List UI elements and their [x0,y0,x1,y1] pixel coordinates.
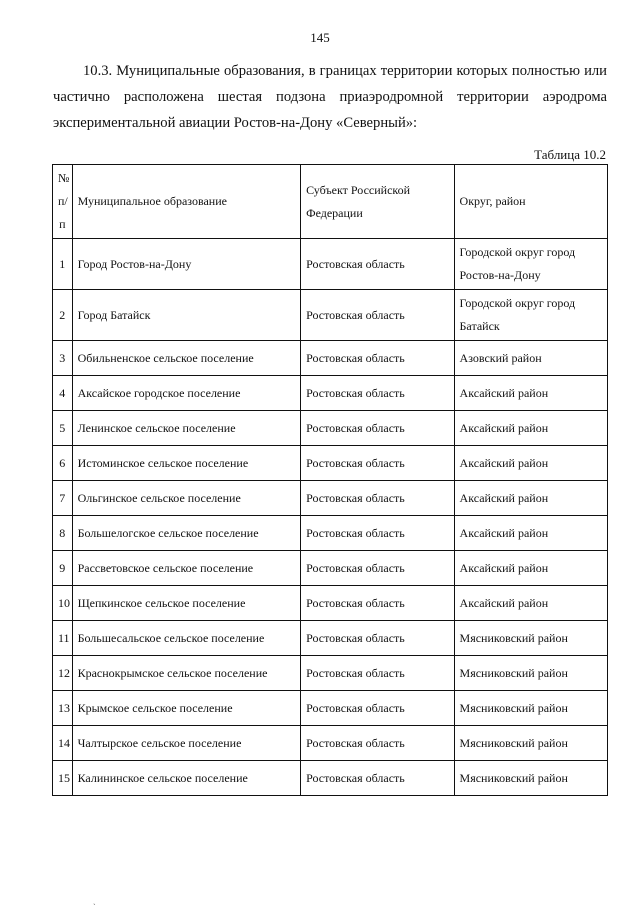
row-number: 10 [53,586,73,621]
row-number: 3 [53,341,73,376]
row-municipality: Калининское сельское поселение [72,761,301,796]
row-district-line: Аксайский район [459,420,549,435]
table-row [53,376,608,411]
row-subject: Ростовская область [301,411,454,446]
row-district [454,290,607,341]
table-header-row [53,165,608,239]
table-caption: Таблица 10.2 [534,147,606,162]
row-district-line: Мясниковский район [459,770,568,785]
table-row [53,239,608,290]
intro-paragraph: 10.3. Муниципальные образования, в границах территории которых полностью или частично расположена шестая подзона приаэродромной территории аэродрома экспериментальной авиации Ростов-на-Дону «Северный»: [53,63,607,131]
table-row [53,726,608,761]
row-municipality: Город Ростов-на-Дону [72,239,301,290]
row-district-line: Ростов-на-Дону [459,268,541,282]
header-district: Округ, район [454,165,607,239]
row-district [454,516,607,551]
table-row [53,691,608,726]
row-subject: Ростовская область [301,341,454,376]
row-municipality: Ольгинское сельское поселение [72,481,301,516]
row-district-line: Мясниковский район [459,700,568,715]
row-district [454,726,607,761]
row-district [454,621,607,656]
row-municipality: Большелогское сельское поселение [72,516,301,551]
row-number: 12 [53,656,73,691]
row-subject: Ростовская область [301,621,454,656]
table-row [53,481,608,516]
row-number: 1 [53,239,73,290]
row-number: 8 [53,516,73,551]
row-district [454,481,607,516]
row-municipality: Истоминское сельское поселение [72,446,301,481]
row-district [454,551,607,586]
row-municipality: Рассветовское сельское поселение [72,551,301,586]
row-subject: Ростовская область [301,656,454,691]
row-subject: Ростовская область [301,446,454,481]
table-row [53,551,608,586]
header-num [53,165,73,239]
row-subject: Ростовская область [301,726,454,761]
row-municipality: Крымское сельское поселение [72,691,301,726]
row-district-line: Мясниковский район [459,735,568,750]
row-district-line: Аксайский район [459,595,549,610]
row-subject: Ростовская область [301,761,454,796]
row-district-line: Городской округ город [459,296,576,310]
stray-mark: ˎ [93,896,96,905]
row-number: 7 [53,481,73,516]
row-district [454,341,607,376]
row-subject: Ростовская область [301,516,454,551]
row-number: 11 [53,621,73,656]
row-district [454,691,607,726]
table-row [53,656,608,691]
row-number: 15 [53,761,73,796]
row-municipality: Чалтырское сельское поселение [72,726,301,761]
table-body [53,239,608,796]
header-num-line-2: п/п [58,194,68,231]
row-district [454,656,607,691]
row-district-line: Аксайский район [459,525,549,540]
table-row [53,290,608,341]
row-municipality: Город Батайск [72,290,301,341]
row-municipality: Краснокрымское сельское поселение [72,656,301,691]
row-district [454,761,607,796]
row-district-line: Азовский район [459,350,542,365]
row-subject: Ростовская область [301,376,454,411]
header-subject [301,165,454,239]
row-district [454,411,607,446]
row-subject: Ростовская область [301,290,454,341]
row-number: 4 [53,376,73,411]
row-district-line: Городской округ город [459,245,576,259]
header-subject-line-1: Субъект Российской [306,182,411,197]
row-subject: Ростовская область [301,239,454,290]
row-number: 14 [53,726,73,761]
page-number: 145 [310,30,330,45]
table-row [53,621,608,656]
row-district [454,586,607,621]
table-row [53,446,608,481]
header-num-line-1: № [58,171,70,185]
row-municipality: Большесальское сельское поселение [72,621,301,656]
row-district-line: Аксайский район [459,455,549,470]
row-municipality: Обильненское сельское поселение [72,341,301,376]
row-district [454,376,607,411]
row-municipality: Ленинское сельское поселение [72,411,301,446]
row-district-line: Аксайский район [459,490,549,505]
municipalities-table [52,164,608,796]
header-municipality: Муниципальное образование [72,165,301,239]
table-row [53,516,608,551]
row-district [454,446,607,481]
table-row [53,586,608,621]
row-number: 5 [53,411,73,446]
row-subject: Ростовская область [301,551,454,586]
row-number: 13 [53,691,73,726]
row-district-line: Мясниковский район [459,630,568,645]
row-subject: Ростовская область [301,586,454,621]
row-subject: Ростовская область [301,691,454,726]
row-municipality: Щепкинское сельское поселение [72,586,301,621]
section-intro [53,58,607,136]
row-district-line: Батайск [459,319,500,333]
row-number: 9 [53,551,73,586]
row-number: 2 [53,290,73,341]
table-row [53,411,608,446]
row-subject: Ростовская область [301,481,454,516]
row-district [454,239,607,290]
row-municipality: Аксайское городское поселение [72,376,301,411]
table-row [53,341,608,376]
table-row [53,761,608,796]
row-number: 6 [53,446,73,481]
header-subject-line-2: Федерации [306,205,363,220]
row-district-line: Мясниковский район [459,665,568,680]
row-district-line: Аксайский район [459,560,549,575]
row-district-line: Аксайский район [459,385,549,400]
